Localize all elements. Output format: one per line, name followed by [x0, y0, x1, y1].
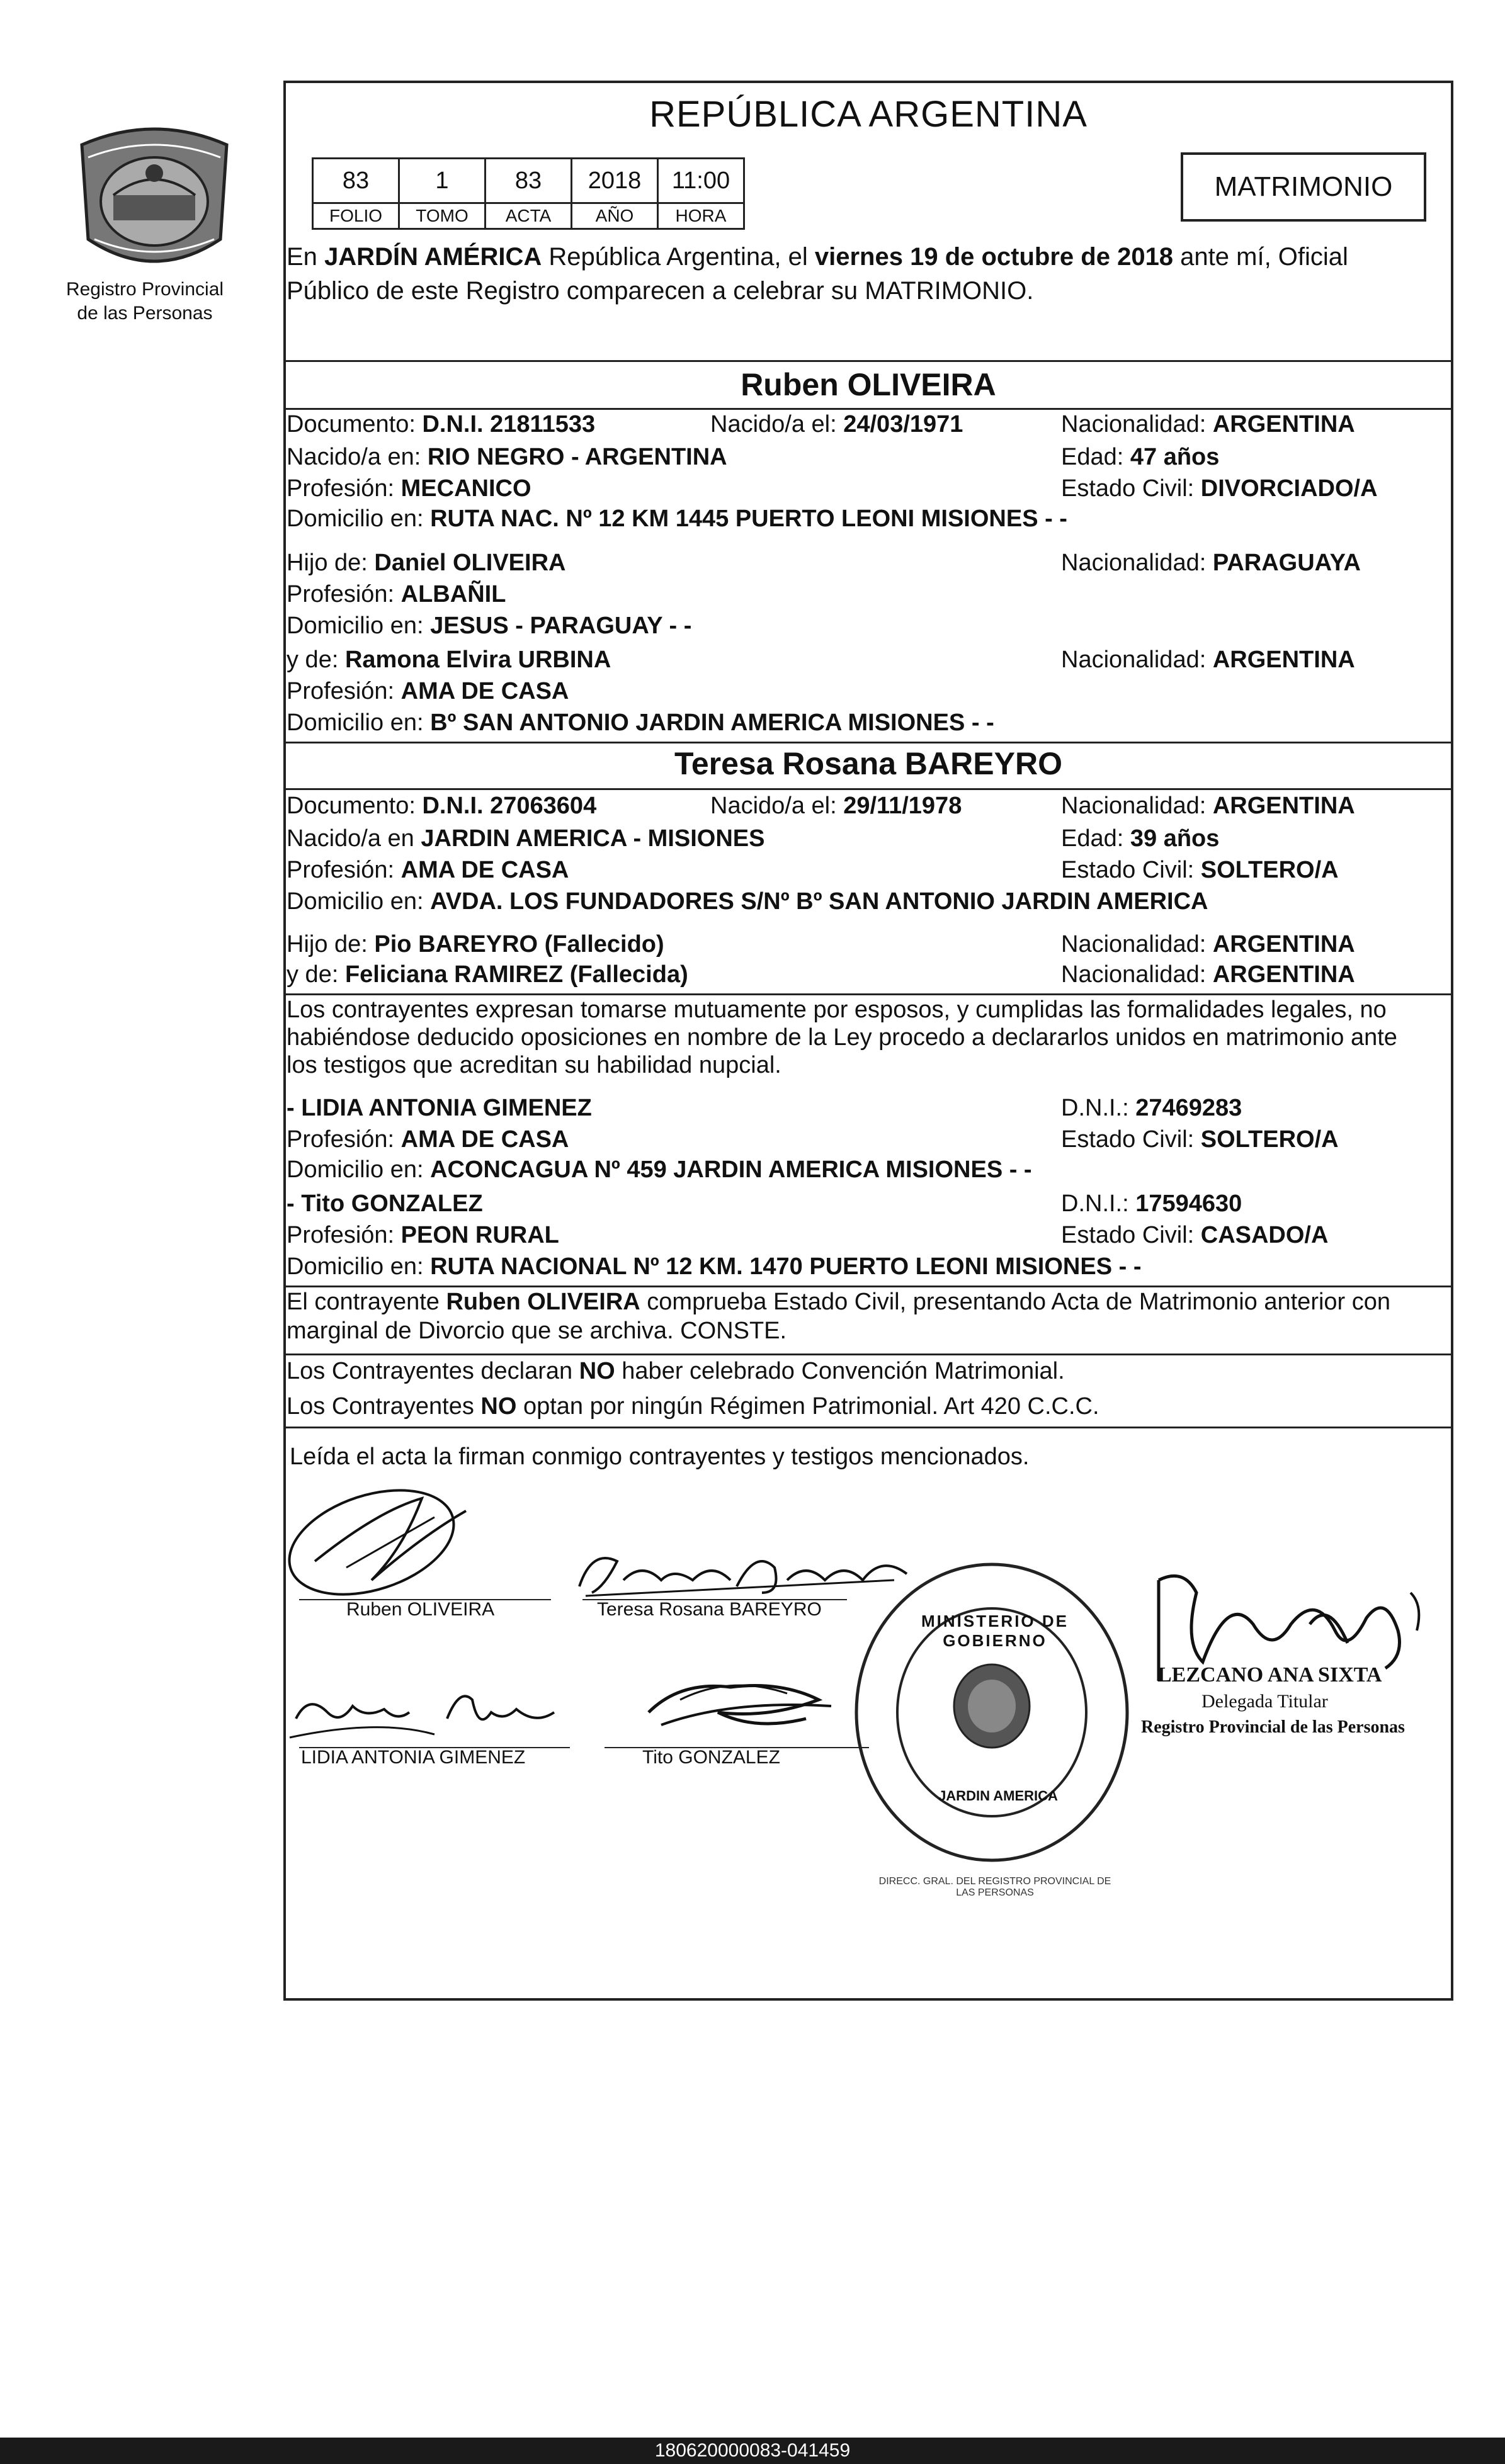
anio-value: 2018 [572, 159, 658, 203]
tomo-value: 1 [399, 159, 486, 203]
folio-value: 83 [313, 159, 399, 203]
bride-birthplace: Nacido/a en JARDIN AMERICA - MISIONES [287, 825, 765, 852]
witness-2-dni: D.N.I.: 17594630 [1061, 1190, 1242, 1217]
divider [283, 742, 1453, 743]
intro-place: JARDÍN AMÉRICA [324, 243, 542, 271]
witness-1-address: Domicilio en: ACONCAGUA Nº 459 JARDIN AMERICA MISIONES - - [287, 1156, 1032, 1183]
note-line-2: marginal de Divorcio que se archiva. CONSTE. [287, 1318, 787, 1344]
groom-mother-nationality: Nacionalidad: ARGENTINA [1061, 647, 1355, 673]
logo-caption-2: de las Personas [77, 303, 213, 324]
declaration-line-3: los testigos que acreditan su habilidad nupcial. [287, 1052, 781, 1078]
groom-signature-label: Ruben OLIVEIRA [346, 1599, 495, 1620]
groom-mother-address: Domicilio en: Bº SAN ANTONIO JARDIN AMERICA MISIONES - - [287, 709, 994, 736]
groom-civil-status: Estado Civil: DIVORCIADO/A [1061, 475, 1378, 502]
intro-line-1: En JARDÍN AMÉRICA República Argentina, el viernes 19 de octubre de 2018 ante mí, Oficial [287, 243, 1348, 271]
divider [283, 360, 1453, 362]
witness-2-name: - Tito GONZALEZ [287, 1190, 483, 1217]
acta-label: ACTA [486, 203, 572, 229]
witness-1-name: - LIDIA ANTONIA GIMENEZ [287, 1095, 592, 1121]
bride-mother: y de: Feliciana RAMIREZ (Fallecida) [287, 961, 688, 988]
divider [283, 1427, 1453, 1428]
country-title: REPÚBLICA ARGENTINA [649, 94, 1088, 135]
logo-caption-1: Registro Provincial [65, 279, 224, 300]
stamp-outer-text: DIRECC. GRAL. DEL REGISTRO PROVINCIAL DE LAS PERSONAS [878, 1876, 1111, 1898]
witness-1-civil-status: Estado Civil: SOLTERO/A [1061, 1126, 1339, 1153]
witness-2-profession: Profesión: PEON RURAL [287, 1222, 559, 1248]
stamp-inner-text: MINISTERIO DE GOBIERNO [921, 1612, 1069, 1650]
closing-text: Leída el acta la firman conmigo contrayentes y testigos mencionados. [290, 1444, 1030, 1470]
groom-address: Domicilio en: RUTA NAC. Nº 12 KM 1445 PUERTO LEONI MISIONES - - [287, 506, 1067, 532]
groom-age: Edad: 47 años [1061, 444, 1220, 470]
groom-signature [277, 1473, 491, 1612]
witness-2-address: Domicilio en: RUTA NACIONAL Nº 12 KM. 1470 PUERTO LEONI MISIONES - - [287, 1253, 1142, 1280]
note-line-1: El contrayente Ruben OLIVEIRA comprueba Estado Civil, presentando Acta de Matrimonio anterior con [287, 1289, 1391, 1315]
bride-mother-nationality: Nacionalidad: ARGENTINA [1061, 961, 1355, 988]
groom-father: Hijo de: Daniel OLIVEIRA [287, 550, 566, 576]
witness-2-signature-label: Tito GONZALEZ [642, 1747, 780, 1768]
document-code: 180620000083-041459 [654, 2440, 851, 2461]
intro-line-2: Público de este Registro comparecen a celebrar su MATRIMONIO. [287, 277, 1034, 305]
officer-org: Registro Provincial de las Personas [1141, 1717, 1405, 1737]
hora-value: 11:00 [658, 159, 744, 203]
official-stamp [847, 1555, 1137, 1870]
officer-name: LEZCANO ANA SIXTA [1157, 1663, 1382, 1687]
regime-line-2: Los Contrayentes NO optan por ningún Régimen Patrimonial. Art 420 C.C.C. [287, 1393, 1099, 1420]
witness-1-signature [283, 1675, 586, 1750]
groom-father-address: Domicilio en: JESUS - PARAGUAY - - [287, 613, 692, 639]
bride-born: Nacido/a el: 29/11/1978 [710, 793, 962, 819]
witness-2-civil-status: Estado Civil: CASADO/A [1061, 1222, 1329, 1248]
declaration-line-2: habiéndose deducido oposiciones en nombre de la Ley procedo a declararlos unidos en matrimonio ante [287, 1024, 1397, 1051]
witness-2-signature [630, 1662, 869, 1750]
groom-birthplace: Nacido/a en: RIO NEGRO - ARGENTINA [287, 444, 727, 470]
province-logo [69, 120, 239, 277]
groom-profession: Profesión: MECANICO [287, 475, 531, 502]
folio-label: FOLIO [313, 203, 399, 229]
bride-name-heading: Teresa Rosana BAREYRO [674, 746, 1062, 781]
declaration-line-1: Los contrayentes expresan tomarse mutuamente por esposos, y cumplidas las formalidades legales, no [287, 997, 1387, 1023]
stamp-bottom-text: JARDIN AMERICA [938, 1788, 1058, 1804]
bride-doc: Documento: D.N.I. 27063604 [287, 793, 597, 819]
divider [283, 1354, 1453, 1355]
hora-label: HORA [658, 203, 744, 229]
witness-1-profession: Profesión: AMA DE CASA [287, 1126, 569, 1153]
regime-line-1: Los Contrayentes declaran NO haber celebrado Convención Matrimonial. [287, 1358, 1065, 1384]
groom-father-profession: Profesión: ALBAÑIL [287, 581, 506, 608]
groom-father-nationality: Nacionalidad: PARAGUAYA [1061, 550, 1361, 576]
witness-1-dni: D.N.I.: 27469283 [1061, 1095, 1242, 1121]
witness-1-signature-label: LIDIA ANTONIA GIMENEZ [301, 1747, 526, 1768]
tomo-label: TOMO [399, 203, 486, 229]
bride-age: Edad: 39 años [1061, 825, 1220, 852]
register-table [312, 157, 745, 230]
bride-father-nationality: Nacionalidad: ARGENTINA [1061, 931, 1355, 958]
intro-date: viernes 19 de octubre de 2018 [814, 243, 1174, 271]
bride-father: Hijo de: Pio BAREYRO (Fallecido) [287, 931, 664, 958]
bride-profession: Profesión: AMA DE CASA [287, 857, 569, 883]
bride-nationality: Nacionalidad: ARGENTINA [1061, 793, 1355, 819]
groom-name-heading: Ruben OLIVEIRA [741, 367, 996, 402]
groom-doc: Documento: D.N.I. 21811533 [287, 411, 596, 438]
act-type-box: MATRIMONIO [1181, 152, 1426, 222]
bride-civil-status: Estado Civil: SOLTERO/A [1061, 857, 1339, 883]
groom-nationality: Nacionalidad: ARGENTINA [1061, 411, 1355, 438]
groom-mother-profession: Profesión: AMA DE CASA [287, 678, 569, 704]
divider [283, 788, 1453, 790]
groom-mother: y de: Ramona Elvira URBINA [287, 647, 611, 673]
groom-born: Nacido/a el: 24/03/1971 [710, 411, 963, 438]
bride-address: Domicilio en: AVDA. LOS FUNDADORES S/Nº Bº SAN ANTONIO JARDIN AMERICA [287, 888, 1208, 915]
bride-signature-label: Teresa Rosana BAREYRO [597, 1599, 822, 1620]
officer-title: Delegada Titular [1201, 1691, 1328, 1712]
anio-label: AÑO [572, 203, 658, 229]
acta-value: 83 [486, 159, 572, 203]
